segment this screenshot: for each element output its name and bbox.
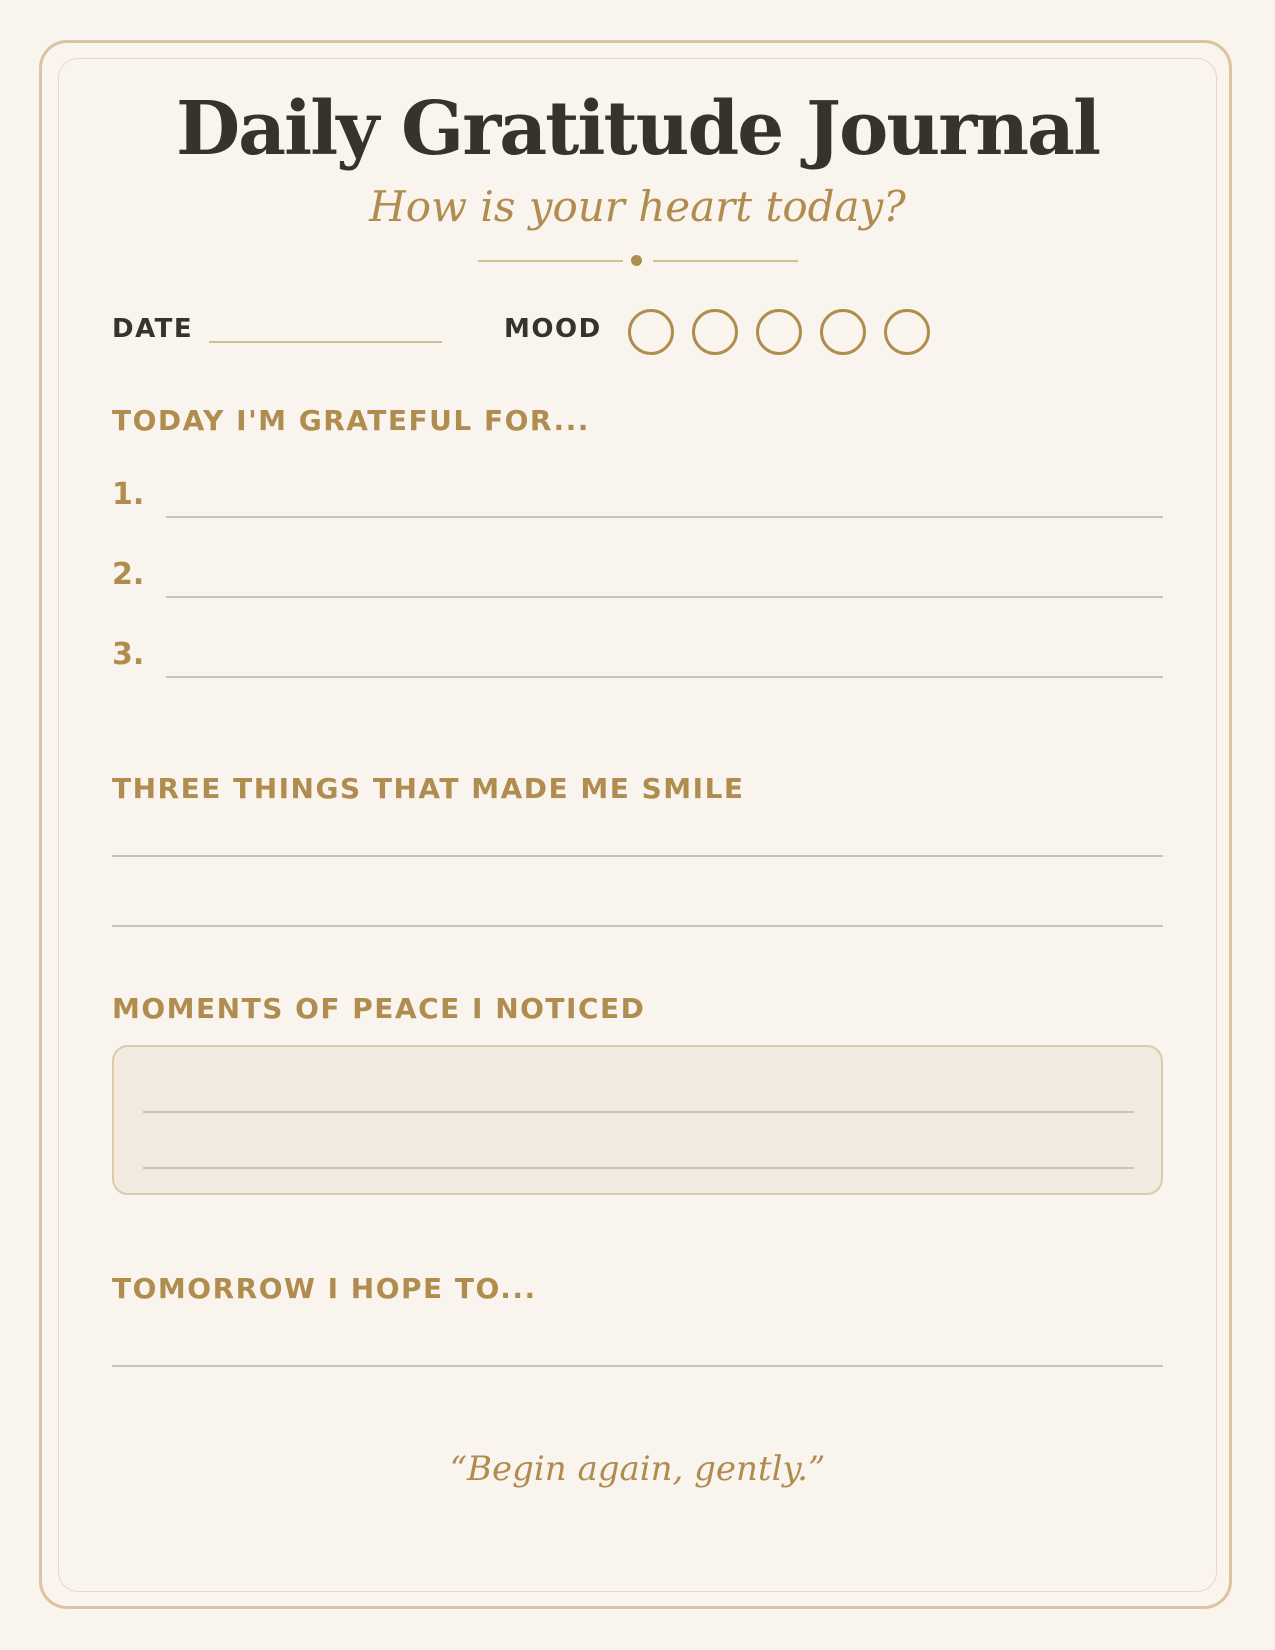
mood-option-4[interactable] <box>820 309 866 355</box>
smile-line-1[interactable] <box>112 855 1163 857</box>
mood-option-1[interactable] <box>628 309 674 355</box>
mood-option-2[interactable] <box>692 309 738 355</box>
grateful-number-3: 3. <box>112 637 145 672</box>
grateful-heading: TODAY I'M GRATEFUL FOR... <box>112 404 590 437</box>
smile-line-2[interactable] <box>112 925 1163 927</box>
grateful-line-2[interactable] <box>166 596 1163 598</box>
date-field[interactable] <box>209 341 442 343</box>
divider-right-line <box>653 260 798 262</box>
tomorrow-line[interactable] <box>112 1365 1163 1367</box>
tomorrow-heading: TOMORROW I HOPE TO... <box>112 1272 537 1305</box>
peace-heading: MOMENTS OF PEACE I NOTICED <box>112 992 646 1025</box>
grateful-number-2: 2. <box>112 557 145 592</box>
page-title: Daily Gratitude Journal <box>175 86 1100 172</box>
mood-label: MOOD <box>504 314 602 344</box>
mood-option-5[interactable] <box>884 309 930 355</box>
grateful-line-3[interactable] <box>166 676 1163 678</box>
smile-heading: THREE THINGS THAT MADE ME SMILE <box>112 772 745 805</box>
peace-line-2 <box>143 1167 1134 1169</box>
divider-dot-icon <box>631 255 642 266</box>
peace-textbox[interactable] <box>112 1045 1163 1195</box>
page-subtitle: How is your heart today? <box>369 182 906 231</box>
peace-line-1 <box>143 1111 1134 1113</box>
divider-left-line <box>478 260 623 262</box>
grateful-line-1[interactable] <box>166 516 1163 518</box>
page-border-inner <box>58 58 1217 1592</box>
footer-quote: “Begin again, gently.” <box>449 1449 826 1489</box>
date-label: DATE <box>112 314 194 344</box>
mood-option-3[interactable] <box>756 309 802 355</box>
grateful-number-1: 1. <box>112 477 145 512</box>
